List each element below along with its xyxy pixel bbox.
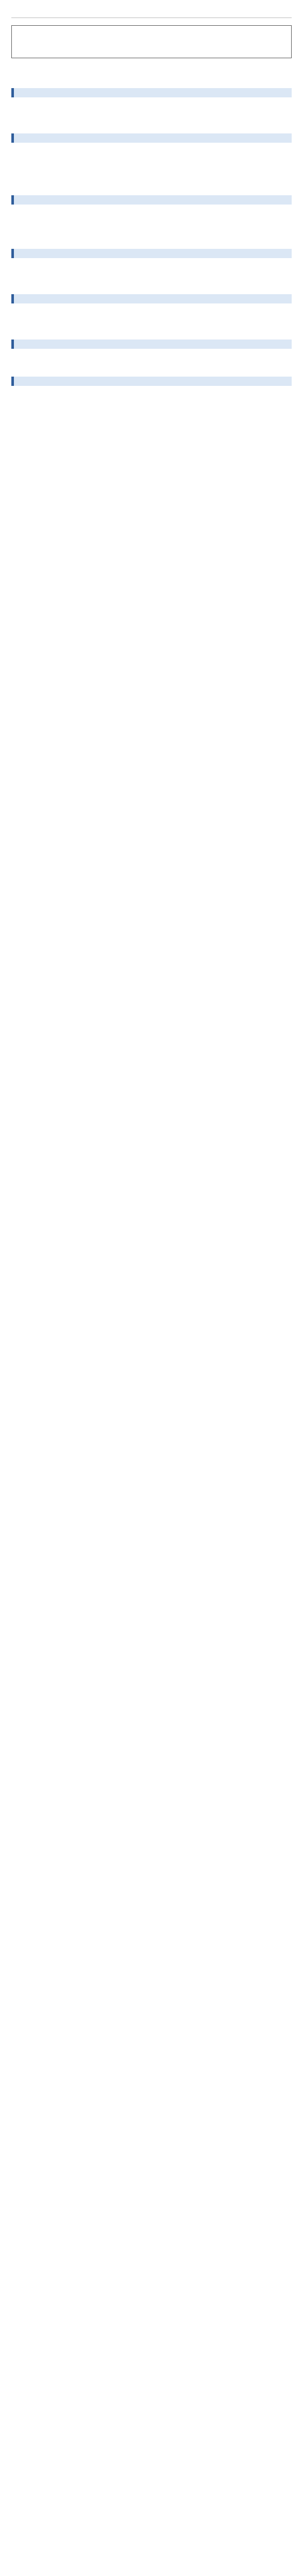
document-number [11,10,292,18]
section-paragraph [11,353,292,359]
section-paragraph [11,180,292,186]
section-heading [11,195,292,205]
section-heading [11,133,292,143]
section-paragraph [11,279,292,285]
section-6 [11,340,292,367]
section-paragraph [11,147,292,153]
section-3 [11,195,292,240]
section-1 [11,88,292,124]
section-paragraph [11,262,292,268]
section-heading [11,88,292,97]
section-2 [11,133,292,186]
section-paragraph [11,155,292,161]
section-paragraph [11,118,292,124]
section-paragraph [11,233,292,240]
section-5 [11,294,292,330]
section-paragraph [11,110,292,116]
section-paragraph [11,270,292,277]
section-paragraph [11,406,292,413]
section-paragraph [11,172,292,178]
section-4 [11,249,292,285]
section-paragraph [11,324,292,330]
section-heading [11,377,292,386]
section-paragraph [11,101,292,108]
section-heading [11,294,292,303]
section-heading [11,340,292,349]
section-paragraph [11,361,292,367]
section-paragraph [11,225,292,231]
announcement-date [11,64,292,71]
section-paragraph [11,316,292,322]
section-paragraph [11,390,292,396]
section-paragraph [11,308,292,314]
document-body [11,88,292,413]
announcement-title [11,25,292,58]
issuing-organization [11,73,292,79]
section-paragraph [11,163,292,170]
section-heading [11,249,292,258]
section-paragraph [11,398,292,404]
section-paragraph [11,217,292,223]
section-paragraph [11,209,292,215]
section-7 [11,377,292,413]
